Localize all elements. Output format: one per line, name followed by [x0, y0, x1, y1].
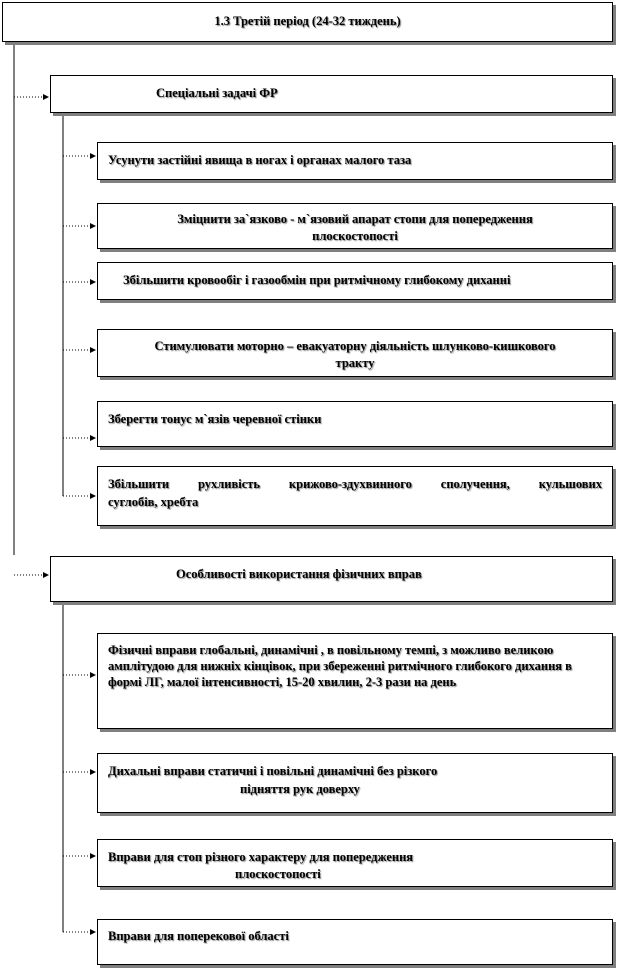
- tasks-heading-box: [50, 75, 613, 113]
- exercises-heading: Особливості використання фізичних вправ: [176, 567, 422, 581]
- task-box-4: [97, 329, 613, 377]
- exercise-box-3: [97, 839, 613, 887]
- task-box-5: [97, 401, 613, 447]
- task-box-2: [97, 203, 613, 249]
- task-4-line-1: Стимулювати моторно – евакуаторну діяльність шлунково-кишкового: [154, 339, 556, 353]
- task-2-line-2: плоскостопості: [312, 229, 398, 243]
- exercise-1-text: Фізичні вправи глобальні, динамічні , в повільному темпі, з можливо великою амплітудою для нижніх кінцівок, при збереженні ритмічного глибокого дихання в формі ЛГ, малої інтенсивності, 15-20 хвилин, 2-3 рази на день: [108, 643, 572, 689]
- task-4-line-2: тракту: [335, 356, 375, 370]
- exercise-3-line-1: Вправи для стоп різного характеру для попередження: [108, 850, 414, 864]
- task-box-3: [97, 262, 613, 300]
- task-box-6: [97, 466, 613, 526]
- task-3-line-1: Збільшити кровообіг і газообмін при ритмічному глибокому диханні: [123, 273, 511, 287]
- task-5-line-1: Зберегти тонус м`язів черевної стінки: [108, 412, 322, 426]
- page-title: 1.3 Третій період (24-32 тиждень): [214, 14, 401, 28]
- exercises-heading-box: [50, 556, 613, 602]
- exercise-box-2: [97, 753, 613, 813]
- exercise-box-1: [97, 633, 613, 729]
- tasks-heading: Спеціальні задачі ФР: [156, 86, 278, 100]
- title-box: [2, 2, 613, 42]
- exercise-box-4: [97, 919, 613, 965]
- task-6-line-2: суглобів, хребта: [108, 495, 199, 509]
- exercise-4-line-1: Вправи для поперекової області: [108, 929, 289, 943]
- task-1-line-1: Усунути застійні явища в ногах і органах малого таза: [108, 153, 412, 167]
- exercise-2-line-1: Дихальні вправи статичні і повільні динамічні без різкого: [108, 764, 438, 778]
- exercise-2-line-2: підняття рук доверху: [240, 782, 360, 796]
- task-box-1: [97, 142, 613, 180]
- task-6-line-1: Збільшити рухливість крижово-здухвинного сполучення, кульшових: [108, 477, 602, 491]
- exercise-3-line-2: плоскостопості: [235, 867, 321, 881]
- task-2-line-1: Зміцнити за`язково - м`язовий апарат стопи для попередження: [177, 212, 533, 226]
